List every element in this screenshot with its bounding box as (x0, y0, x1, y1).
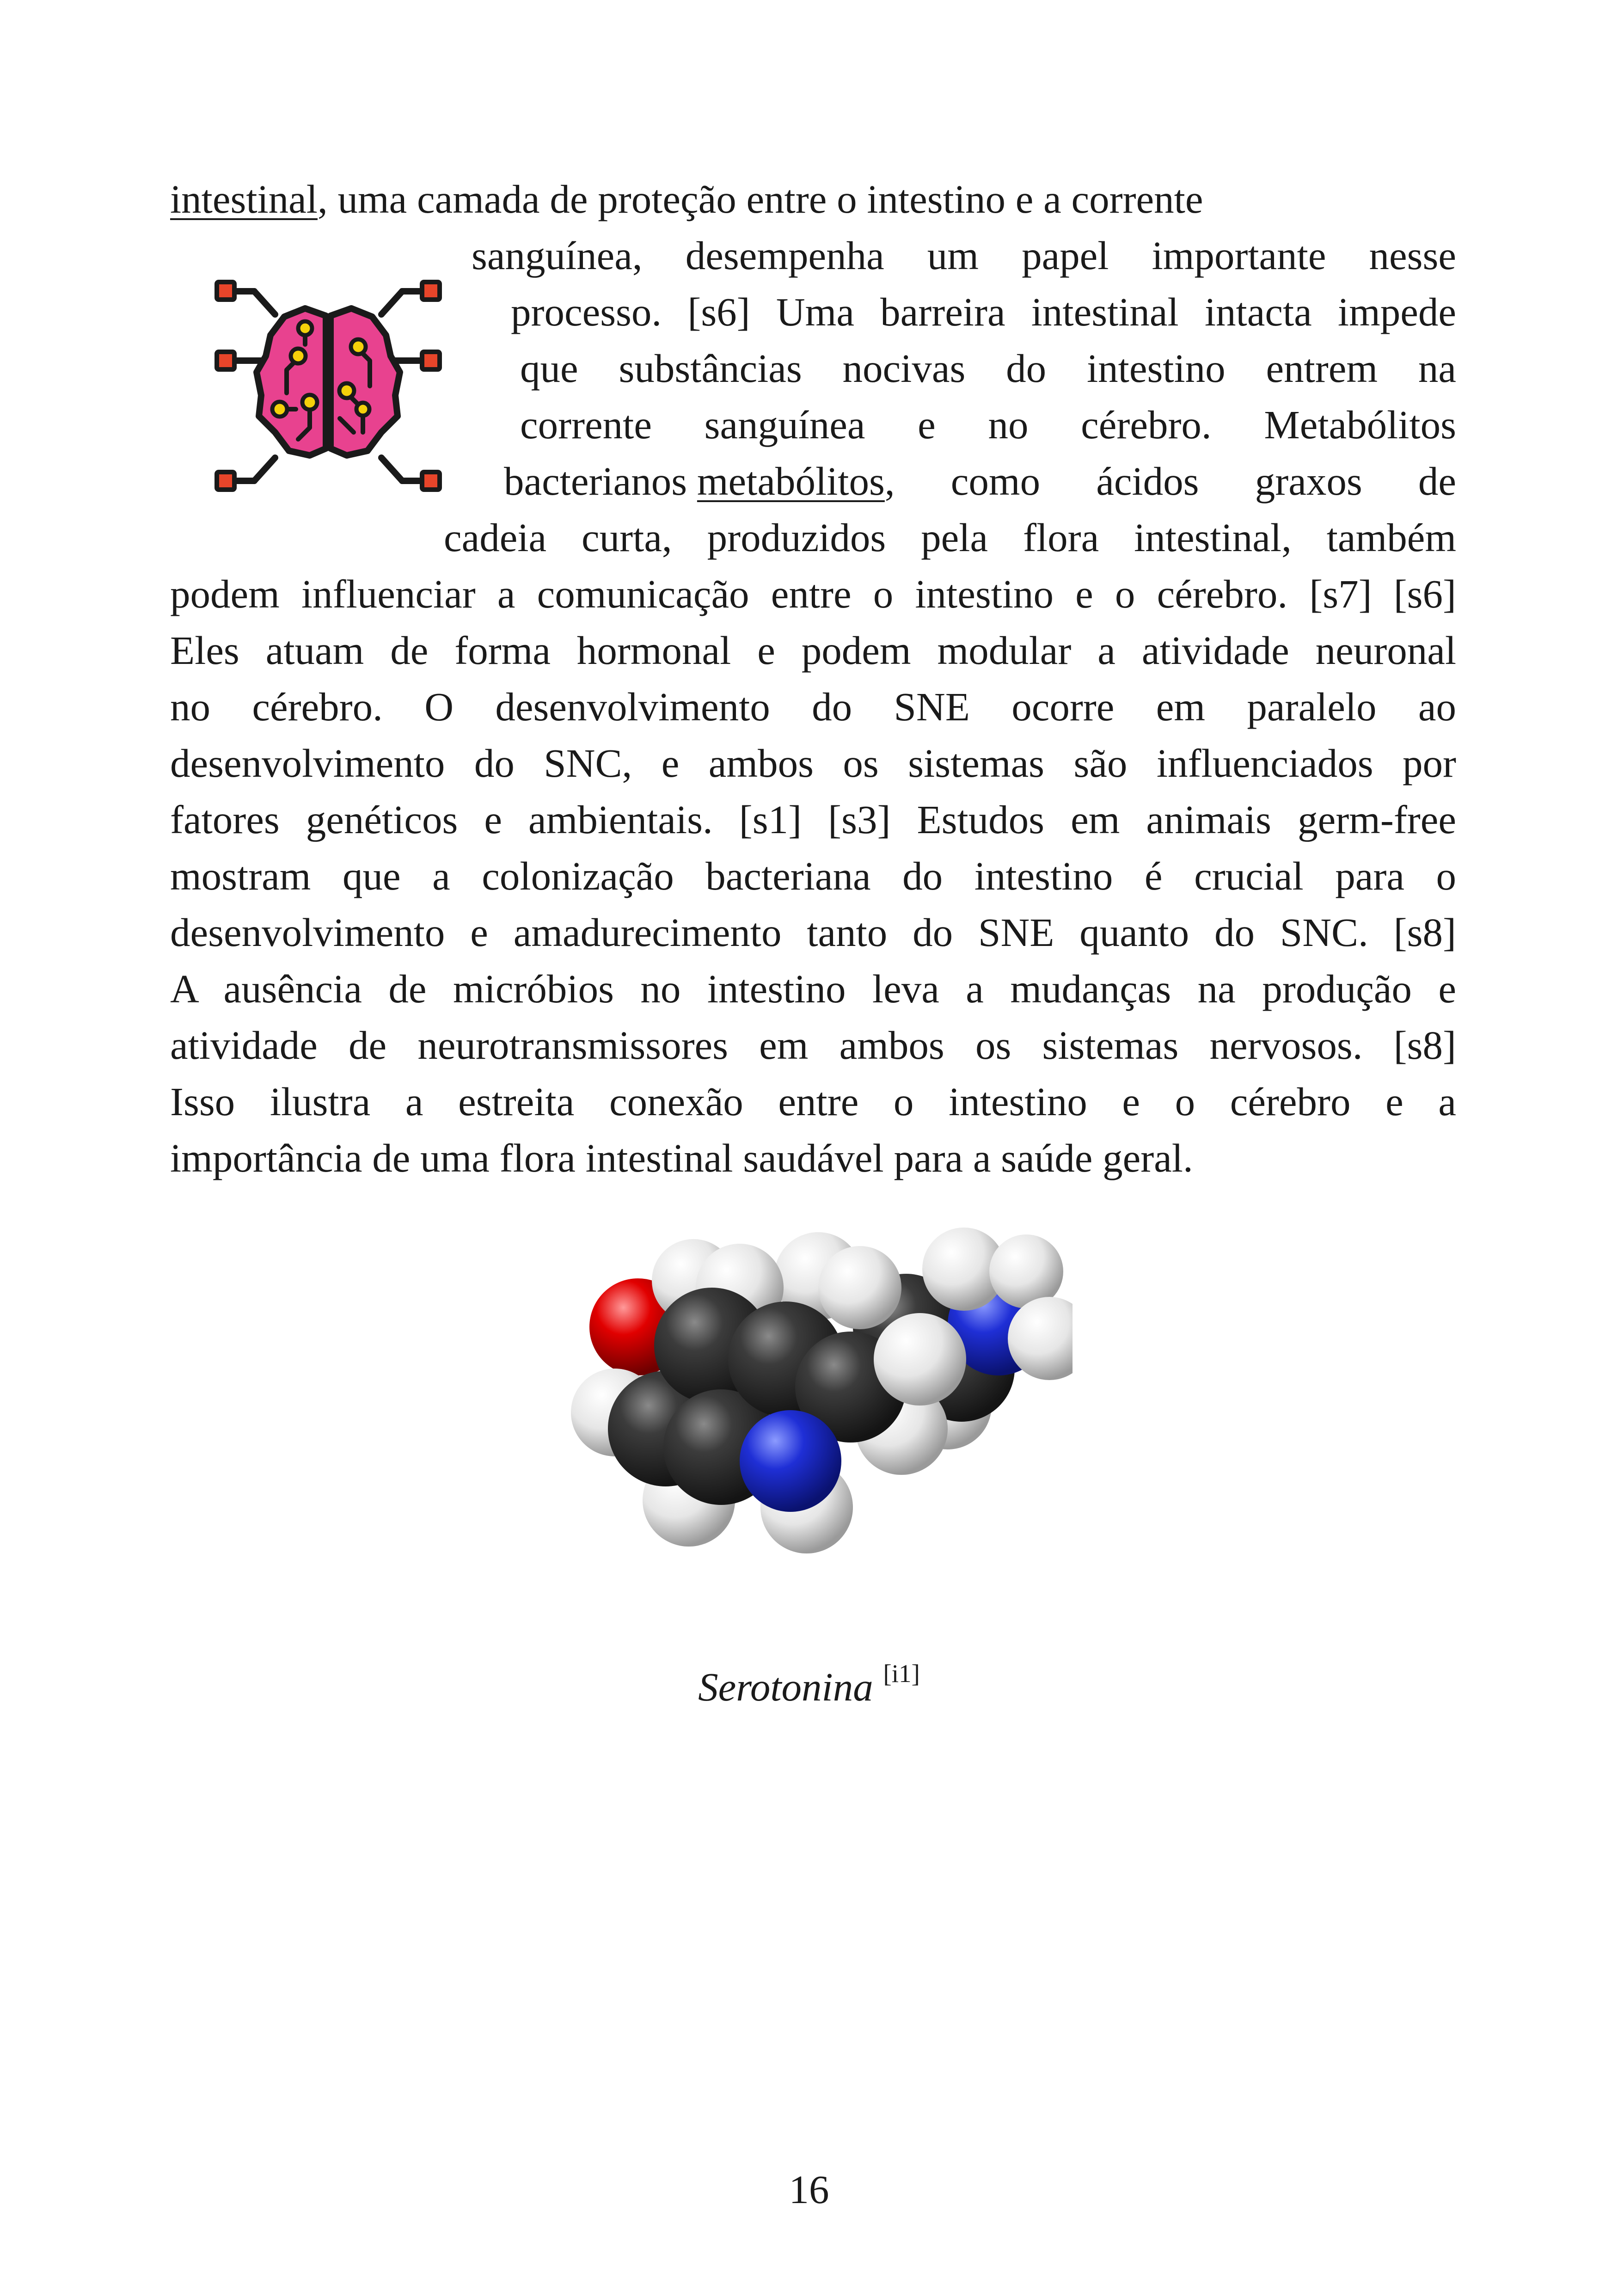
line-6-rest: , como ácidos graxos de (884, 459, 1456, 503)
text-line-16: atividade de neurotransmissores em ambos os sistemas nervosos. [s8] (170, 1023, 1456, 1068)
text-line-5: corrente sanguínea e no cérebro. Metabólitos (520, 402, 1456, 447)
text-line-1 (170, 171, 1456, 227)
serotonin-molecule-image (555, 1221, 1073, 1609)
text-line-9: Eles atuam de forma hormonal e podem modular a atividade neuronal (170, 628, 1456, 673)
text-line-14: desenvolvimento e amadurecimento tanto do SNE quanto do SNC. [s8] (170, 910, 1456, 955)
text-line-2: sanguínea, desempenha um papel importante nesse (472, 233, 1456, 278)
text-line-6 (504, 453, 1456, 510)
text-line-12: fatores genéticos e ambientais. [s1] [s3] Estudos em animais germ-free (170, 797, 1456, 842)
line-6-start: bacterianos (504, 459, 697, 503)
text-line-13: mostram que a colonização bacteriana do intestino é crucial para o (170, 853, 1456, 898)
link-intestinal[interactable]: intestinal (170, 177, 318, 221)
text-line-11: desenvolvimento do SNC, e ambos os sistemas são influenciados por (170, 741, 1456, 786)
figure-caption (0, 1659, 1618, 1710)
text-line-15: A ausência de micróbios no intestino leva a mudanças na produção e (170, 966, 1456, 1011)
page-number: 16 (789, 2167, 829, 2212)
line-1-rest: , uma camada de proteção entre o intestino e a corrente (317, 177, 1203, 221)
link-metabolitos[interactable]: metabólitos (697, 459, 885, 503)
caption-reference[interactable]: [i1] (883, 1659, 920, 1688)
caption-text: Serotonina (698, 1664, 873, 1709)
text-line-18: importância de uma flora intestinal saudável para a saúde geral. (170, 1136, 1193, 1180)
text-line-4: que substâncias nocivas do intestino entrem na (520, 346, 1456, 391)
text-line-7: cadeia curta, produzidos pela flora intestinal, também (444, 515, 1456, 560)
text-line-17: Isso ilustra a estreita conexão entre o intestino e o cérebro e a (170, 1079, 1456, 1124)
text-line-3: processo. [s6] Uma barreira intestinal intacta impede (511, 289, 1456, 334)
text-line-10: no cérebro. O desenvolvimento do SNE ocorre em paralelo ao (170, 684, 1456, 729)
brain-circuit-icon (210, 270, 446, 502)
text-line-8: podem influenciar a comunicação entre o intestino e o cérebro. [s7] [s6] (170, 571, 1456, 616)
